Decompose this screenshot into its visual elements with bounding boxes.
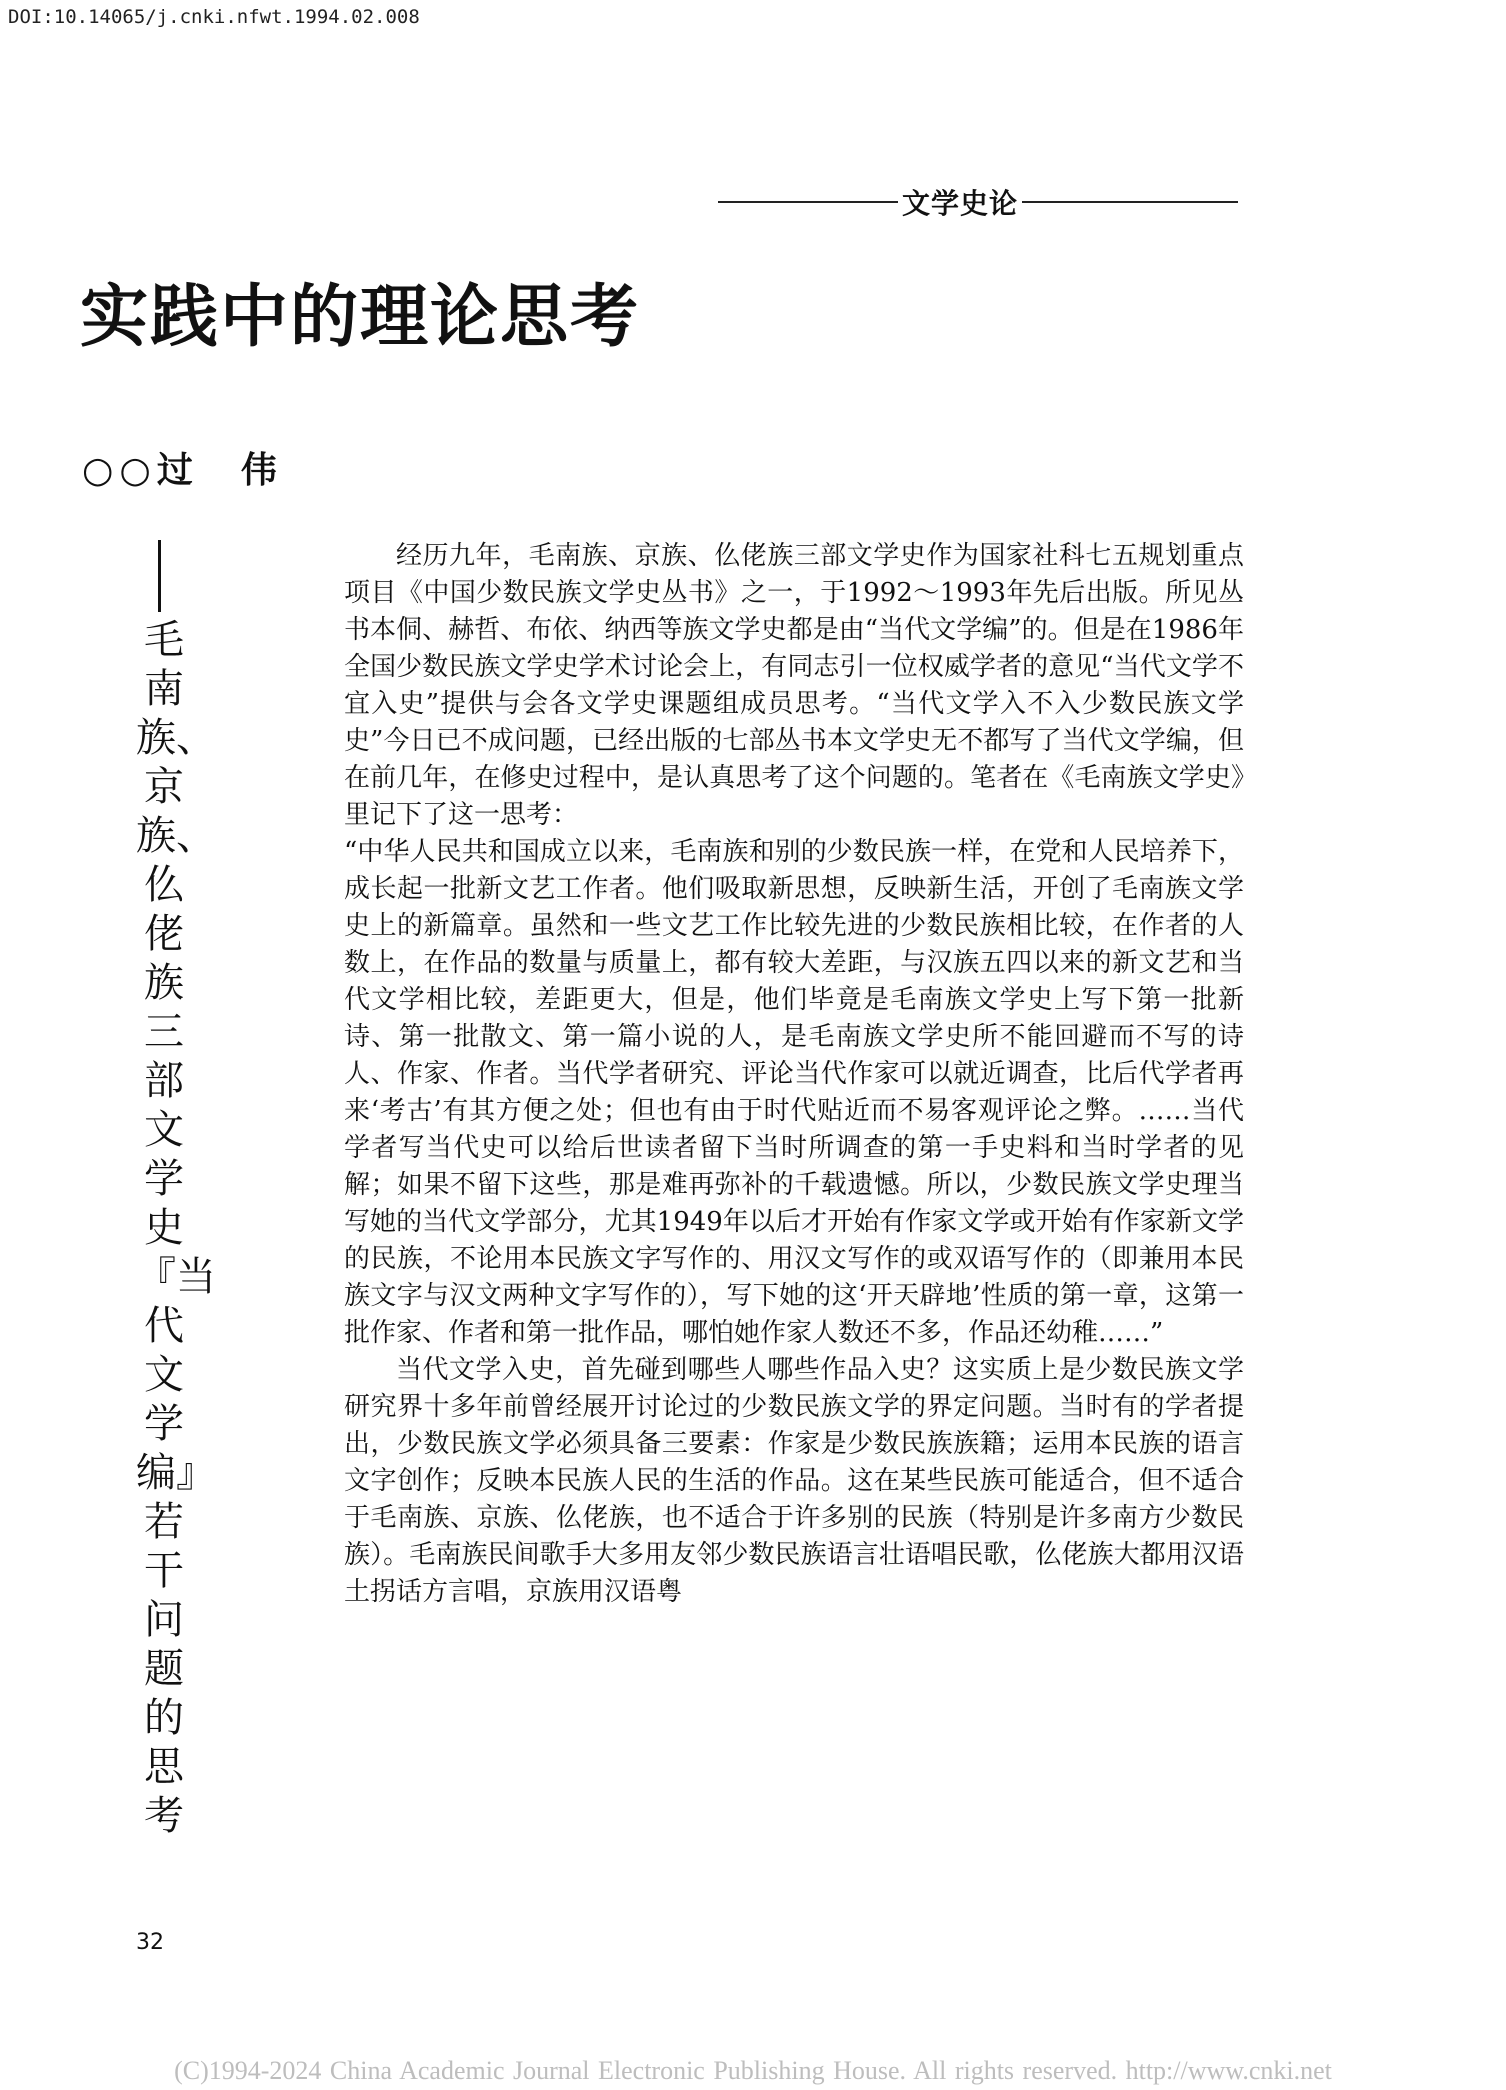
section-label: 文学史论 [902, 187, 1019, 220]
section-header [718, 182, 1238, 222]
vertical-subtitle: 毛南族、京族、仫佬族三部文学史『当代文学编』若干问题的思考 [136, 617, 216, 1839]
body-paragraph-1: 经历九年，毛南族、京族、仫佬族三部文学史作为国家社科七五规划重点项目《中国少数民族文学史丛书》之一，于1992～1993年先后出版。所见丛书本侗、赫哲、布依、纳西等族文学史都是由“当代文学编”的。但是在1986年全国少数民族文学史学术讨论会上，有同志引一位权威学者的意见“当代文学不宜入史”提供与会各文学史课题组成员思考。“当代文学入不入少数民族文学史”今日已不成问题，已经出版的七部丛书本文学史无不都写了当代文学编，但在前几年，在修史过程中，是认真思考了这个问题的。笔者在《毛南族文学史》里记下了这一思考： [344, 541, 1244, 830]
body-paragraph-2: 当代文学入史，首先碰到哪些人哪些作品入史？这实质上是少数民族文学研究界十多年前曾经展开讨论过的少数民族文学的界定问题。当时有的学者提出，少数民族文学必须具备三要素：作家是少数民族族籍；运用本民族的语言文字创作；反映本民族人民的生活的作品。这在某些民族可能适合，但不适合于毛南族、京族、仫佬族，也不适合于许多别的民族（特别是许多南方少数民族）。毛南族民间歌手大多用友邻少数民族语言壮语唱民歌，仫佬族大都用汉语土拐话方言唱，京族用汉语粤 [344, 1355, 1244, 1607]
page-number: 32 [136, 1930, 164, 1955]
article-title: 实践中的理论思考 [80, 278, 641, 357]
header-rule-right [1022, 201, 1238, 203]
article-body [344, 538, 1244, 1611]
author-byline: ○○过 伟 [82, 450, 283, 491]
copyright-footer: (C)1994-2024 China Academic Journal Electronic Publishing House. All rights reserved. http://www.cnki.net [174, 2056, 1332, 2085]
doi-line: DOI:10.14065/j.cnki.nfwt.1994.02.008 [8, 6, 420, 28]
header-rule-left [718, 201, 898, 203]
vertical-rule [158, 540, 161, 612]
quoted-passage: “中华人民共和国成立以来，毛南族和别的少数民族一样，在党和人民培养下，成长起一批新文艺工作者。他们吸取新思想，反映新生活，开创了毛南族文学史上的新篇章。虽然和一些文艺工作比较先进的少数民族相比较，在作者的人数上，在作品的数量与质量上，都有较大差距，与汉族五四以来的新文艺和当代文学相比较，差距更大，但是，他们毕竟是毛南族文学史上写下第一批新诗、第一批散文、第一篇小说的人，是毛南族文学史所不能回避而不写的诗人、作家、作者。当代学者研究、评论当代作家可以就近调查，比后代学者再来‘考古’有其方便之处；但也有由于时代贴近而不易客观评论之弊。……当代学者写当代史可以给后世读者留下当时所调查的第一手史料和当时学者的见解；如果不留下这些，那是难再弥补的千载遗憾。所以，少数民族文学史理当写她的当代文学部分，尤其1949年以后才开始有作家文学或开始有作家新文学的民族，不论用本民族文字写作的、用汉文写作的或双语写作的（即兼用本民族文字与汉文两种文字写作的），写下她的这‘开天辟地’性质的第一章，这第一批作家、作者和第一批作品，哪怕她作家人数还不多，作品还幼稚……” [344, 837, 1244, 1348]
